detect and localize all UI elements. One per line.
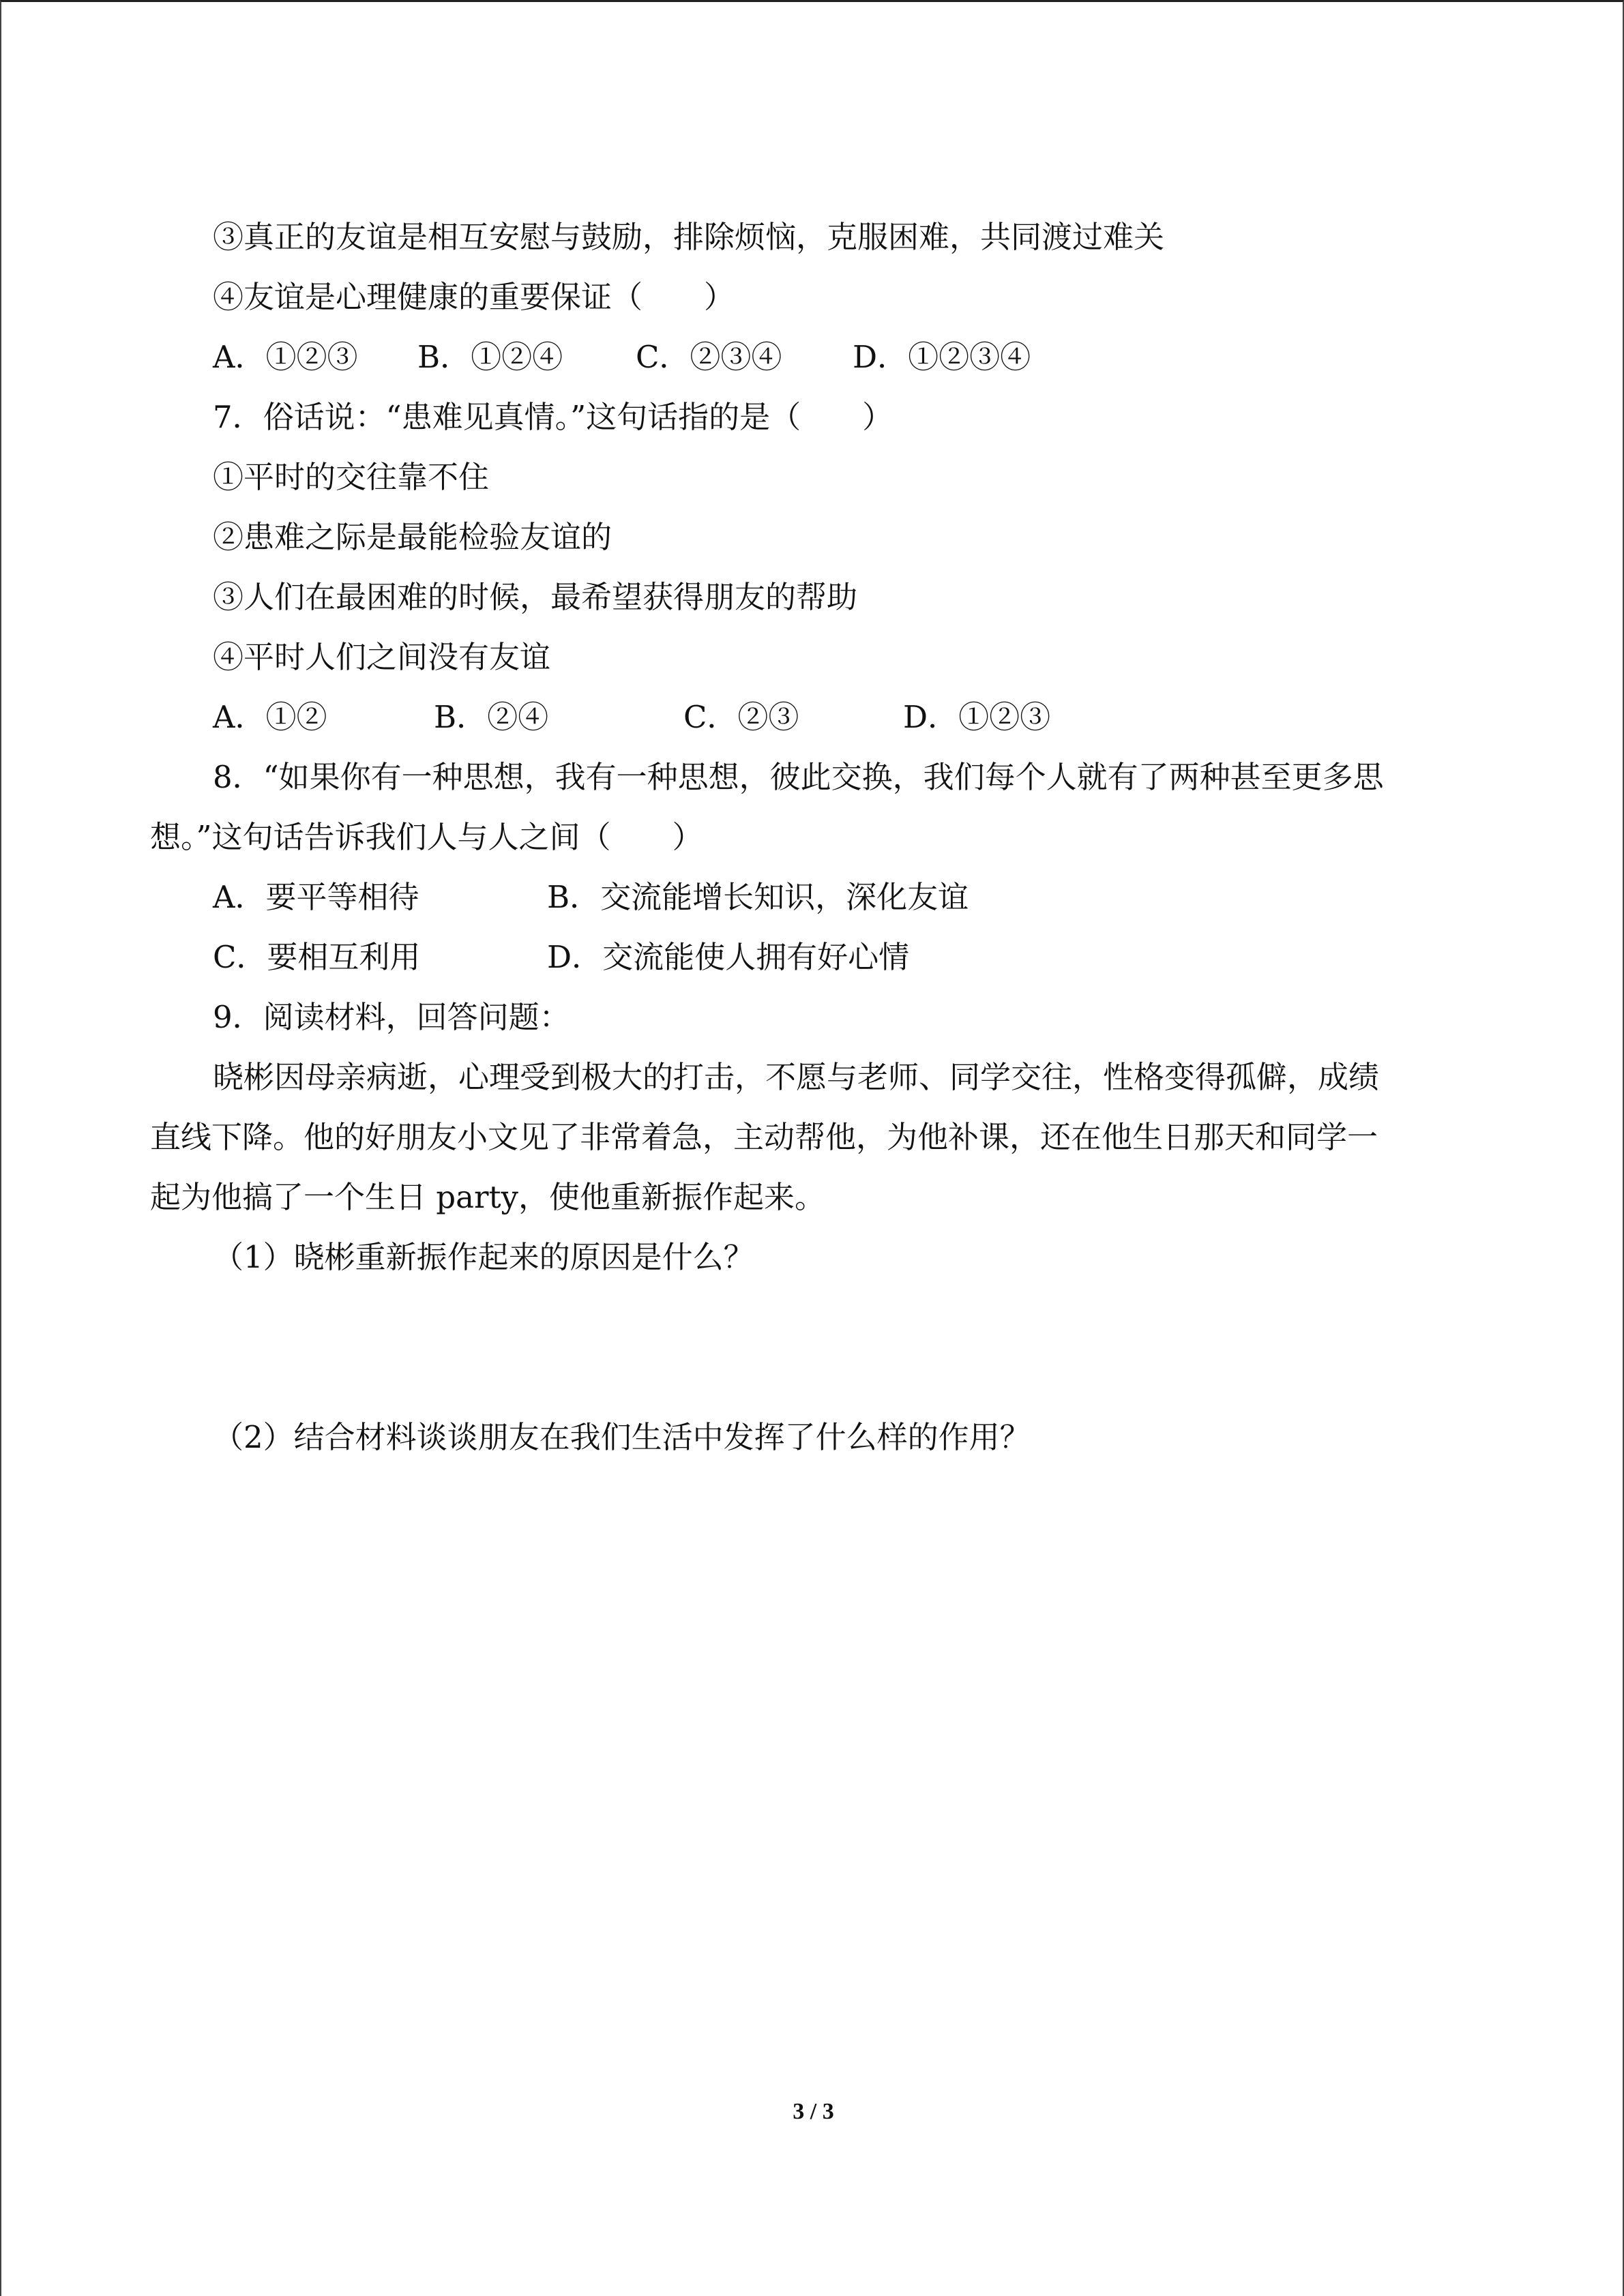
q8-option-b: B．交流能增长知识，深化友谊: [547, 879, 969, 915]
q7-item-1: ①平时的交往靠不住: [213, 459, 490, 495]
q9-subquestion-2: （2）结合材料谈谈朋友在我们生活中发挥了什么样的作用？: [213, 1419, 1031, 1455]
q7-option-c: C．②③: [683, 699, 799, 735]
q7-item-3: ③人们在最困难的时候，最希望获得朋友的帮助: [213, 579, 858, 615]
q6-option-c: C．②③④: [636, 339, 782, 375]
q9-material-line-2: 直线下降。他的好朋友小文见了非常着急，主动帮他，为他补课，还在他生日那天和同学一: [150, 1119, 1378, 1155]
q6-option-a: A．①②③: [213, 339, 358, 375]
q7-option-d: D．①②③: [903, 699, 1051, 735]
q6-item-3: ③真正的友谊是相互安慰与鼓励，排除烦恼，克服困难，共同渡过难关: [213, 219, 1165, 255]
q6-option-d: D．①②③④: [853, 339, 1031, 375]
q9-material-line-3: 起为他搞了一个生日 party，使他重新振作起来。: [150, 1179, 825, 1215]
q6-item-4: ④友谊是心理健康的重要保证（ ）: [213, 279, 735, 315]
page-number: 3 / 3: [793, 2099, 834, 2124]
q8-option-d: D．交流能使人拥有好心情: [547, 939, 910, 975]
q7-option-a: A．①②: [213, 699, 327, 735]
q7-item-4: ④平时人们之间没有友谊: [213, 639, 551, 675]
q8-stem-line-2: 想。”这句话告诉我们人与人之间（ ）: [150, 819, 703, 855]
q9-stem: 9．阅读材料，回答问题：: [213, 999, 570, 1035]
q6-option-b: B．①②④: [417, 339, 563, 375]
q8-stem-line-1: 8．“如果你有一种思想，我有一种思想，彼此交换，我们每个人就有了两种甚至更多思: [213, 759, 1384, 795]
q9-subquestion-1: （1）晓彬重新振作起来的原因是什么？: [213, 1239, 754, 1275]
q8-option-c: C．要相互利用: [213, 939, 421, 975]
q7-item-2: ②患难之际是最能检验友谊的: [213, 519, 612, 555]
q8-option-a: A．要平等相待: [213, 879, 419, 915]
q7-stem: 7．俗话说：“患难见真情。”这句话指的是（ ）: [213, 399, 894, 435]
q9-material-line-1: 晓彬因母亲病逝，心理受到极大的打击，不愿与老师、同学交往，性格变得孤僻，成绩: [213, 1059, 1380, 1095]
q7-option-b: B．②④: [434, 699, 549, 735]
